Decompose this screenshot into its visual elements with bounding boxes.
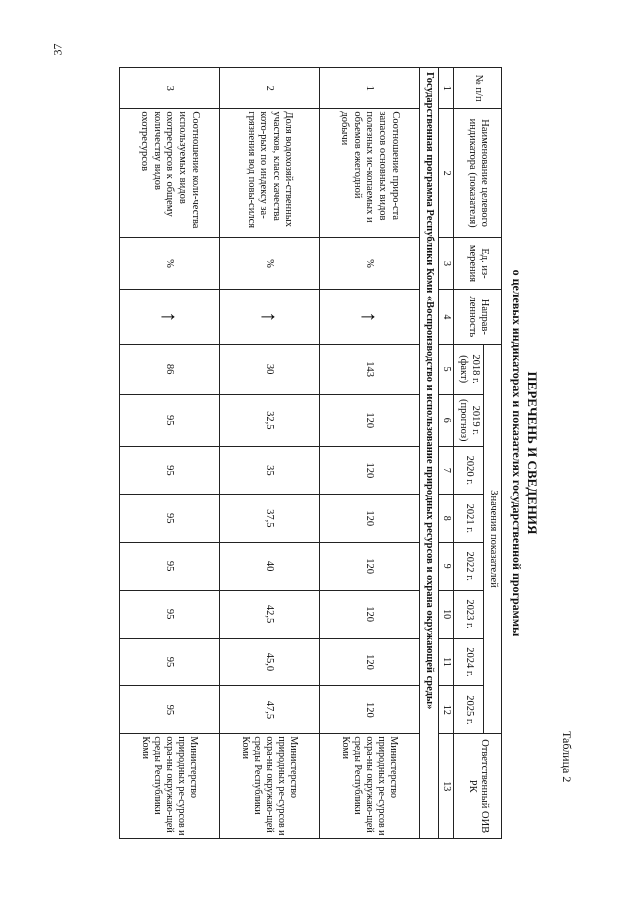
up-arrow-icon: ↑	[319, 289, 419, 343]
row-value: 95	[119, 638, 219, 686]
up-arrow-icon: ↑	[119, 289, 219, 343]
header-year: 2019 г. (прогноз)	[454, 394, 484, 446]
col-number: 5	[439, 344, 454, 394]
row-oiv: Министерство природных ре-сурсов и охра-ны окружаю-щей среды Республики Коми	[119, 733, 219, 838]
row-value: 95	[119, 590, 219, 638]
row-value: 95	[119, 542, 219, 590]
program-title: Государственная программа Республики Коми «Воспроизводство и использование природных ресурсов и охрана окружающей среды»	[419, 67, 439, 838]
table-row	[219, 67, 319, 838]
row-value: 30	[219, 344, 319, 394]
col-number: 9	[439, 542, 454, 590]
table-row	[119, 67, 219, 838]
row-value: 40	[219, 542, 319, 590]
up-arrow-icon: ↑	[219, 289, 319, 343]
header-year: 2021 г.	[454, 494, 484, 542]
header-year: 2020 г.	[454, 446, 484, 494]
row-unit: %	[219, 237, 319, 289]
row-value: 120	[319, 590, 419, 638]
header-year: 2024 г.	[454, 638, 484, 686]
row-value: 86	[119, 344, 219, 394]
row-value: 37,5	[219, 494, 319, 542]
header-unit: Ед. из-мерения	[454, 237, 502, 289]
header-num: № п/п	[454, 67, 502, 108]
row-value: 35	[219, 446, 319, 494]
page-number: 37	[50, 43, 65, 56]
row-indicator-name: Доля водохозяй-ственных участков, класс качества кото-рых по индексу за-грязнения вод повы-сился	[219, 108, 319, 236]
col-number: 2	[439, 108, 454, 236]
row-value: 95	[119, 394, 219, 446]
row-value: 45,0	[219, 638, 319, 686]
header-values-group: Значения показателей	[484, 344, 502, 734]
col-number: 3	[439, 237, 454, 289]
row-value: 95	[119, 685, 219, 733]
row-value: 95	[119, 446, 219, 494]
row-value: 120	[319, 542, 419, 590]
col-number: 13	[439, 733, 454, 838]
col-number: 6	[439, 394, 454, 446]
header-direction: Направ-ленность	[454, 289, 502, 343]
col-number: 4	[439, 289, 454, 343]
header-year: 2023 г.	[454, 590, 484, 638]
row-value: 120	[319, 494, 419, 542]
table-row	[319, 67, 419, 838]
row-indicator-name: Соотношение приро-ста запасов основных видов полезных ис-копаемых и объемов ежегодной добычи	[319, 108, 419, 236]
col-number: 11	[439, 638, 454, 686]
col-number: 10	[439, 590, 454, 638]
col-number: 1	[439, 67, 454, 108]
header-oiv: Ответственный ОИВ РК	[454, 733, 502, 838]
row-value: 120	[319, 394, 419, 446]
row-value: 32,5	[219, 394, 319, 446]
col-number: 7	[439, 446, 454, 494]
row-num: 3	[119, 67, 219, 108]
row-value: 42,5	[219, 590, 319, 638]
rotated-content	[60, 53, 580, 853]
row-unit: %	[119, 237, 219, 289]
document-subtitle: о целевых индикаторах и показателях государственной программы	[510, 269, 524, 636]
row-num: 2	[219, 67, 319, 108]
row-unit: %	[319, 237, 419, 289]
header-year: 2022 г.	[454, 542, 484, 590]
row-oiv: Министерство природных ре-сурсов и охра-ны окружаю-щей среды Республики Коми	[219, 733, 319, 838]
row-indicator-name: Соотношение коли-чества используемых видов охотресурсов к общему количеству видов охотресурсов	[119, 108, 219, 236]
header-name: Наименование целевого индикатора (показателя)	[454, 108, 502, 236]
document-title: ПЕРЕЧЕНЬ И СВЕДЕНИЯ	[525, 371, 540, 534]
indicators-table	[119, 67, 502, 839]
row-value: 95	[119, 494, 219, 542]
col-number: 8	[439, 494, 454, 542]
row-value: 120	[319, 446, 419, 494]
table-label: Таблица 2	[560, 730, 574, 782]
row-value: 120	[319, 685, 419, 733]
column-numbers-row	[439, 67, 454, 838]
row-value: 47,5	[219, 685, 319, 733]
header-year: 2025 г.	[454, 685, 484, 733]
col-number: 12	[439, 685, 454, 733]
row-value: 120	[319, 638, 419, 686]
header-year: 2018 г. (факт)	[454, 344, 484, 394]
row-value: 143	[319, 344, 419, 394]
row-num: 1	[319, 67, 419, 108]
row-oiv: Министерство природных ре-сурсов и охра-ны окружаю-щей среды Республики Коми	[319, 733, 419, 838]
